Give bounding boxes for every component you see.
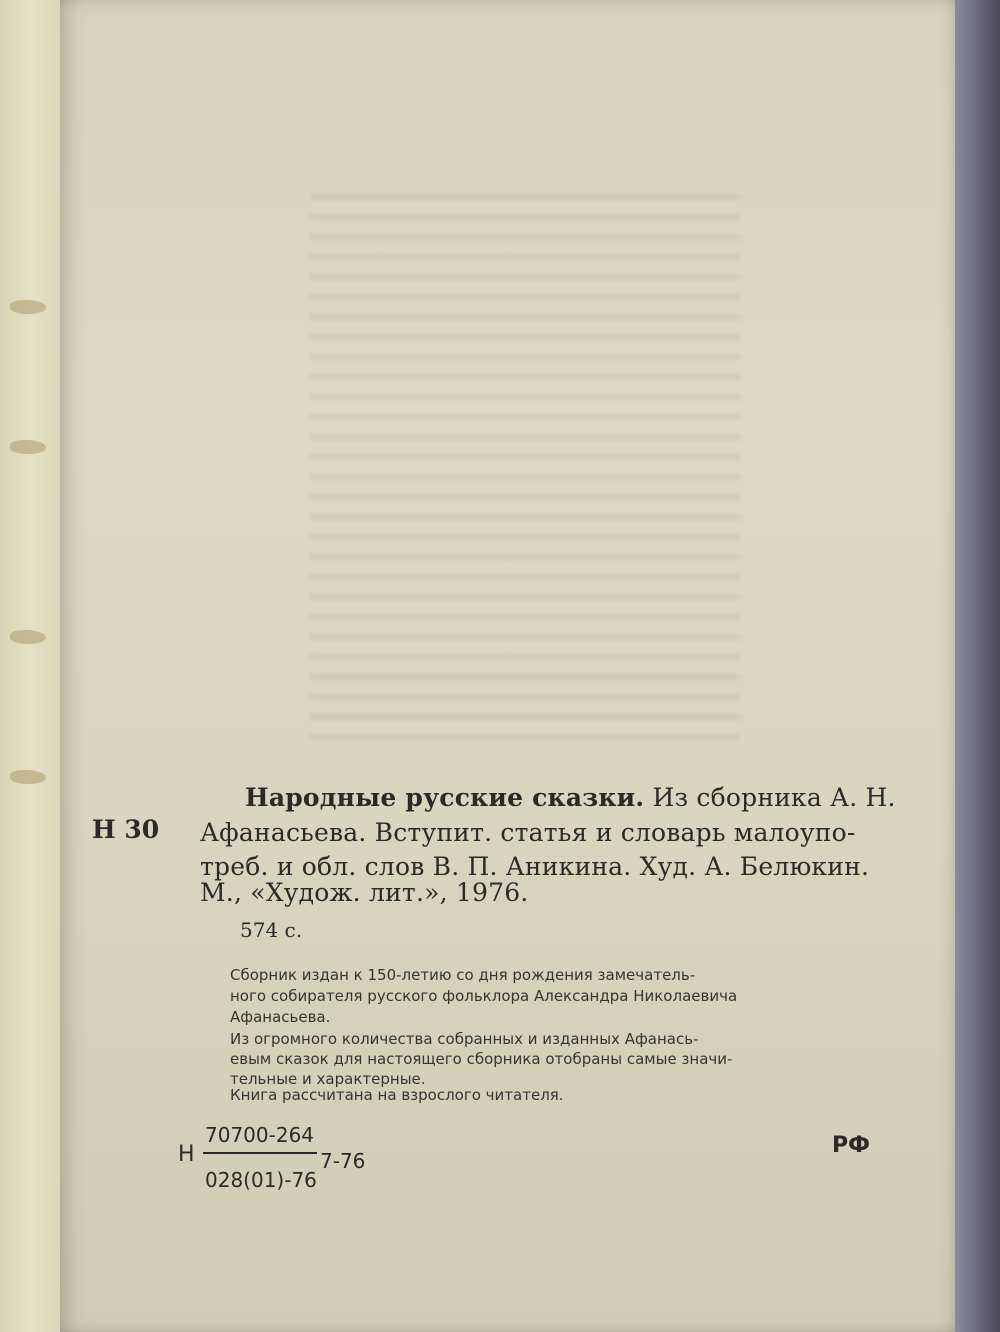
- bibliography-line-3: треб. и обл. слов В. П. Аникина. Худ. А. Белюкин.: [200, 852, 870, 881]
- book-title: Народные русские сказки.: [245, 783, 645, 812]
- bibliography-line-2: Афанасьева. Вступит. статья и словарь малоупо-: [200, 818, 856, 847]
- region-mark: РФ: [832, 1133, 870, 1158]
- catalog-index: Н 30: [92, 815, 160, 844]
- annotation-line: ного собирателя русского фольклора Александра Николаевича: [230, 987, 738, 1005]
- bibliography-line-1: [245, 783, 896, 812]
- catalog-code-numerator: 70700-264: [205, 1123, 315, 1147]
- annotation-line: Книга рассчитана на взрослого читателя.: [230, 1086, 564, 1104]
- show-through-text: [310, 180, 740, 740]
- catalog-code-fraction-line: [203, 1152, 317, 1154]
- annotation-line: Афанасьева.: [230, 1008, 331, 1026]
- spine-damage: [10, 770, 46, 784]
- book-cover-edge: [955, 0, 1000, 1332]
- bibliography-line-1-rest: Из сборника А. Н.: [652, 783, 896, 812]
- spine-damage: [10, 300, 46, 314]
- spine-damage: [10, 440, 46, 454]
- book-page: [60, 0, 960, 1332]
- catalog-code-prefix: Н: [178, 1142, 195, 1167]
- annotation-line: тельные и характерные.: [230, 1070, 426, 1088]
- catalog-code-suffix: 7-76: [320, 1149, 366, 1173]
- page-count: 574 с.: [240, 918, 303, 942]
- catalog-code-denominator: 028(01)-76: [205, 1168, 317, 1192]
- spine-damage: [10, 630, 46, 644]
- annotation-line: Сборник издан к 150-летию со дня рождения замечатель-: [230, 966, 696, 984]
- bibliography-line-4: М., «Худож. лит.», 1976.: [200, 878, 529, 907]
- annotation-line: Из огромного количества собранных и изданных Афанась-: [230, 1030, 699, 1048]
- annotation-line: евым сказок для настоящего сборника отобраны самые значи-: [230, 1050, 733, 1068]
